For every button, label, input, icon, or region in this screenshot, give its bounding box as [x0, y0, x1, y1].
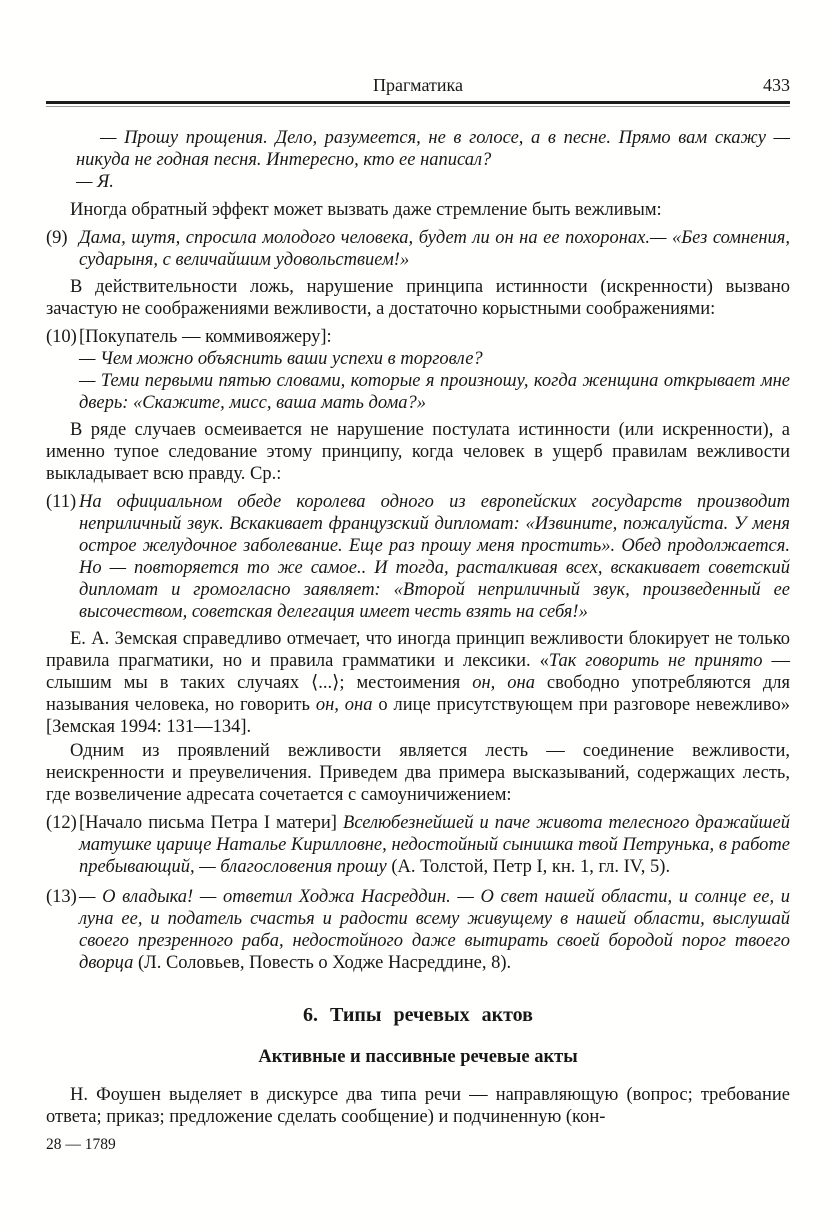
example-13 [46, 886, 790, 974]
section-heading-speech-act-types: 6. Типы речевых актов [303, 1004, 533, 1026]
example-paragraph: На официальном обеде королева одного из европейских государств производит неприличный звук. Вскакивает французский дипломат: «Извините, пожалуйста. У меня острое желудочное заболевание. Еще раз прошу меня простить». Обед продолжается. Но — повторяется то же самое.. И тогда, расталкивая всех, вскакивает советский дипломат и громогласно заявляет: «Второй неприличный звук, произведенный ее высочеством, советская делегация имеет честь взять на себя!» [79, 492, 790, 622]
example-number: (12) [46, 813, 77, 833]
page-header [46, 0, 790, 96]
running-title: Прагматика [373, 75, 463, 95]
header-rule [46, 101, 790, 107]
page-number: 433 [763, 75, 790, 95]
page-body [46, 127, 790, 1156]
example-text [79, 812, 790, 878]
example-9 [46, 227, 790, 271]
example-text [79, 326, 790, 414]
printers-mark: 28 — 1789 [46, 1136, 116, 1153]
para-fouchen: Н. Фоушен выделяет в дискурсе два типа речи — направляющую (вопрос; требование ответа; приказ; предложение сделать сообщение) и подчиненную (кон- [46, 1085, 790, 1127]
para-backfire-effect: Иногда обратный эффект может вызвать даже стремление быть вежливым: [70, 200, 662, 220]
example-number: (10) [46, 327, 77, 347]
example-number: (11) [46, 492, 77, 512]
dialogue-line: — Теми первыми пятью словами, которые я произношу, когда женщина открывает мне дверь: «Скажите, мисс, ваша мать дома?» [79, 371, 790, 413]
example-text [79, 227, 790, 271]
para-truth-ridicule: В ряде случаев осмеивается не нарушение постулата истинности (или искренности), а именно тупое следование этому принципу, когда человек в ущерб правилам вежливости выкладывает всю правду. Ср.: [46, 420, 790, 484]
subsection-heading-active-passive: Активные и пассивные речевые акты [258, 1047, 578, 1067]
example-text [79, 886, 790, 974]
dialogue-line: — Прошу прощения. Дело, разумеется, не в голосе, а в песне. Прямо вам скажу — никуда не годная песня. Интересно, кто ее написал? [76, 128, 790, 170]
example-12 [46, 812, 790, 878]
example-paragraph: [Начало письма Петра I матери] Вселюбезнейшей и паче живота телесного дражайшей матушке царице Наталье Кирилловне, недостойный сынишка твой Петрунька, в работе пребывающий, — благословения прошу (А. Толстой, Петр I, кн. 1, гл. IV, 5). [79, 813, 790, 877]
example-paragraph: [Покупатель — коммивояжеру]: [79, 327, 332, 347]
para-flattery: Одним из проявлений вежливости является лесть — соединение вежливости, неискренности и преувеличения. Приведем два примера высказываний, содержащих лесть, где возвеличение адресата сочетается с самоуничижением: [46, 741, 790, 805]
example-text [79, 491, 790, 623]
para-lie-motivation: В действительности ложь, нарушение принципа истинности (искренности) вызвано зачастую не соображениями вежливости, а достаточно корыстными соображениями: [46, 277, 790, 319]
example-10 [46, 326, 790, 414]
example-paragraph: Дама, шутя, спросила молодого человека, будет ли он на ее похоронах.— «Без сомнения, сударыня, с величайшим удовольствием!» [79, 228, 790, 270]
example-number: (13) [46, 887, 77, 907]
example-paragraph: — О владыка! — ответил Ходжа Насреддин. — О свет нашей области, и солнце ее, и луна ее, и податель счастья и радости всему живущему в нашей области, выслушай своего презренного раба, недостойного даже вытирать своей бородой порог твоего дворца (Л. Соловьев, Повесть о Ходже Насреддине, 8). [79, 887, 790, 973]
example-number: (9) [46, 228, 68, 248]
dialogue-line: — Чем можно объяснить ваши успехи в торговле? [79, 349, 483, 369]
para-zemskaya-quote: Е. А. Земская справедливо отмечает, что иногда принцип вежливости блокирует не только правила прагматики, но и правила грамматики и лексики. «Так говорить не принято — слышим мы в таких случаях ⟨...⟩; местоимения он, она свободно употребляются для называния человека, но говорить он, она о лице присутствующем при разговоре невежливо» [Земская 1994: 131—134]. [46, 629, 791, 737]
dialogue-line: — Я. [76, 172, 114, 192]
example-continuation-extract [76, 127, 790, 193]
example-11 [46, 491, 790, 623]
